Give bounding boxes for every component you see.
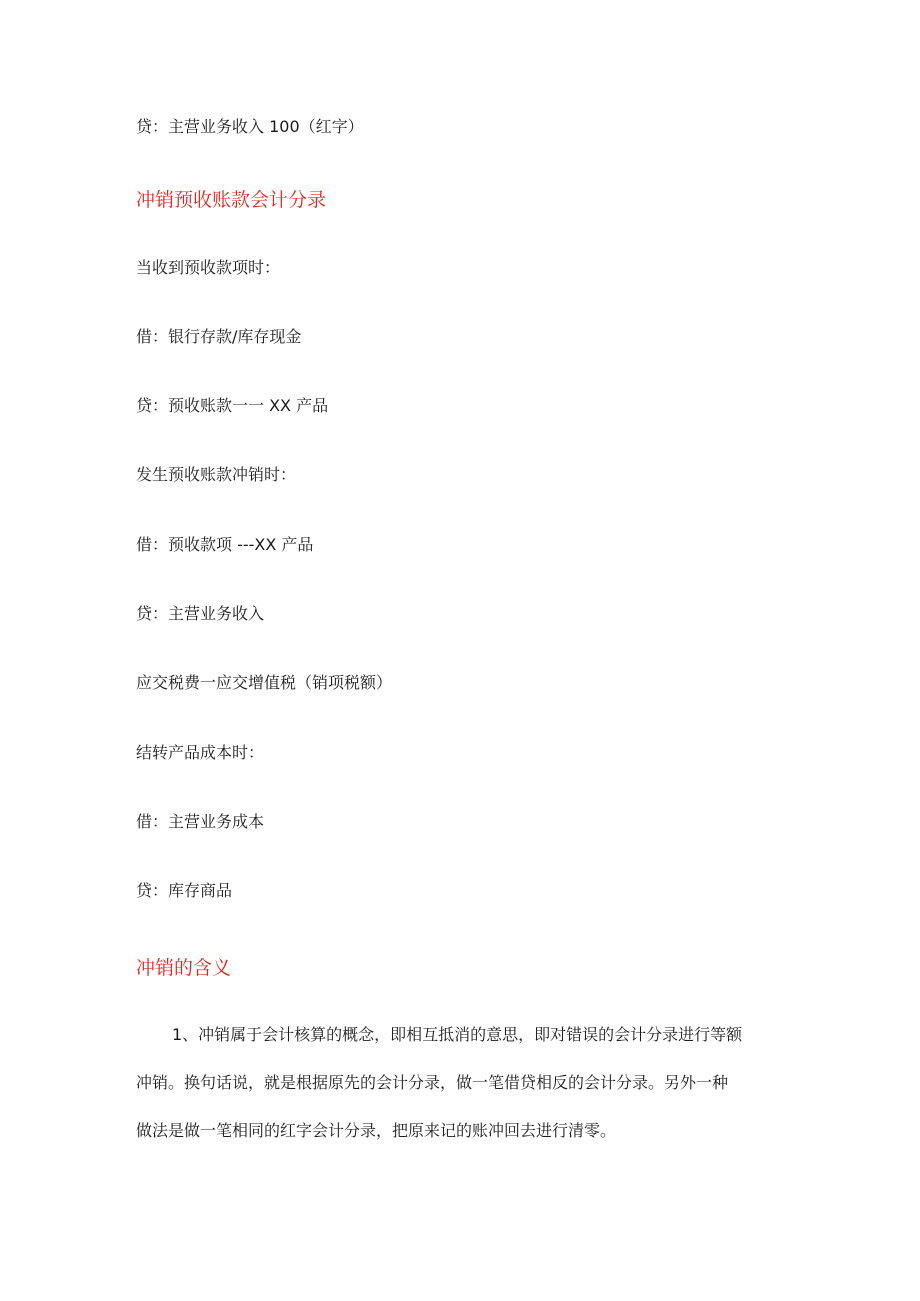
- paragraph-line: 做法是做一笔相同的红字会计分录，把原来记的账冲回去进行清零。: [136, 1121, 617, 1140]
- text-line: 发生预收账款冲销时：: [136, 465, 297, 484]
- text-line: 当收到预收款项时：: [136, 258, 281, 277]
- text-line-credit-revenue-red: 贷：主营业务收入 100（红字）: [136, 117, 364, 136]
- paragraph-line: 冲销。换句话说，就是根据原先的会计分录，做一笔借贷相反的会计分录。另外一种: [136, 1073, 729, 1092]
- text-line: 结转产品成本时：: [136, 743, 265, 762]
- text-line: 贷：库存商品: [136, 881, 233, 900]
- section-heading-meaning: 冲销的含义: [136, 957, 232, 979]
- text-line: 借：预收款项 ---XX 产品: [136, 535, 314, 554]
- text-line: 借：主营业务成本: [136, 812, 265, 831]
- section-heading-advance-receipts: 冲销预收账款会计分录: [136, 189, 327, 211]
- text-line: 借：银行存款/库存现金: [136, 327, 302, 346]
- text-line: 贷：主营业务收入: [136, 604, 265, 623]
- text-line: 应交税费一应交增值税（销项税额）: [136, 673, 393, 692]
- paragraph-line: 1、冲销属于会计核算的概念，即相互抵消的意思，即对错误的会计分录进行等额: [172, 1025, 743, 1044]
- paragraph-definition: [136, 1023, 786, 1153]
- text-line: 贷：预收账款一一 XX 产品: [136, 396, 329, 415]
